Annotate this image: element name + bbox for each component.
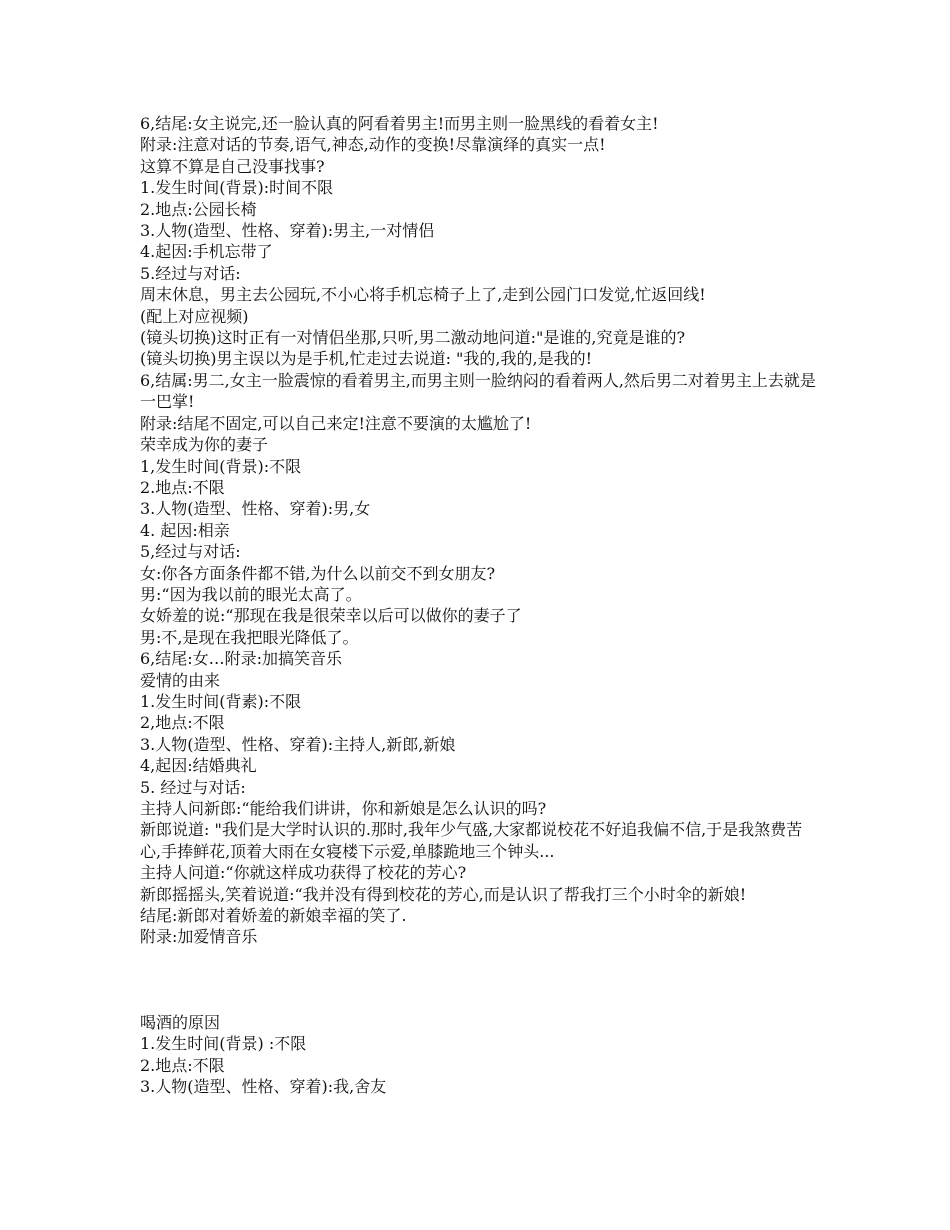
text-line: 2.地点:不限 — [140, 477, 225, 497]
text-line: 2.地点:公园长椅 — [140, 199, 257, 219]
text-line: 6,结尾:女…附录:加搞笑音乐 — [140, 649, 343, 669]
text-line: 周末休息，男主去公园玩,不小心将手机忘椅子上了,走到公园门口发觉,忙返回线! — [140, 285, 706, 305]
text-line: 1.发生时间(背素):不限 — [140, 691, 302, 711]
text-line: 3.人物(造型、性格、穿着):男主,一对情侣 — [140, 221, 435, 241]
text-line: 这算不算是自己没事找事? — [140, 156, 325, 176]
text-line: 主持人问道:“你就这样成功获得了校花的芳心? — [140, 863, 467, 883]
text-line: 6,结尾:女主说完,还一脸认真的阿看着男主!而男主则一脸黑线的看着女主! — [140, 114, 659, 133]
text-line: 1.发生时间(背景) :不限 — [140, 1034, 307, 1054]
text-line: 附录:结尾不固定,可以自己来定!注意不要演的太尴尬了! — [140, 413, 532, 433]
text-line: 附录:加爱情音乐 — [140, 927, 258, 947]
text-line: 喝酒的原因 — [140, 1012, 221, 1032]
text-line: 女:你各方面条件都不错,为什么以前交不到女朋友? — [140, 563, 496, 583]
text-line: 5,经过与对话: — [140, 542, 241, 562]
text-line: 3.人物(造型、性格、穿着):主持人,新郎,新娘 — [140, 734, 456, 754]
text-line: 2.地点:不限 — [140, 1055, 225, 1075]
text-line: 男:“因为我以前的眼光太高了。 — [140, 584, 362, 604]
text-line: 结尾:新郎对着娇羞的新娘幸福的笑了. — [140, 906, 407, 926]
text-line: 5.经过与对话: — [140, 263, 241, 283]
document-page — [140, 113, 820, 1097]
text-line: 主持人问新郎:“能给我们讲讲，你和新娘是怎么认识的吗? — [140, 799, 547, 818]
document-block-drinking-reason — [140, 1012, 820, 1098]
text-line: 爱情的由来 — [140, 670, 221, 690]
text-line: 5. 经过与对话: — [140, 777, 246, 797]
text-line: 2,地点:不限 — [140, 713, 225, 733]
text-line: 4,起因:结婚典礼 — [140, 756, 257, 776]
section-gap — [140, 948, 820, 1012]
text-line: 附录:注意对话的节奏,语气,神态,动作的变换!尽靠演绎的真实一点! — [140, 135, 606, 155]
text-line: 男:不,是现在我把眼光降低了。 — [140, 627, 359, 647]
text-line: 1,发生时间(背景):不限 — [140, 456, 302, 476]
text-line: 1.发生时间(背景):时间不限 — [140, 178, 334, 198]
text-line: 新郎摇摇头,笑着说道:“我并没有得到校花的芳心,而是认识了帮我打三个小时伞的新娘! — [140, 884, 747, 904]
text-line: (镜头切换)男主误以为是手机,忙走过去说道: "我的,我的,是我的! — [140, 349, 593, 369]
text-line: 3.人物(造型、性格、穿着):男,女 — [140, 499, 371, 519]
text-line: 新郎说道: "我们是大学时认识的.那时,我年少气盛,大家都说校花不好追我偏不信,于是我煞费苦心,手捧鲜花,顶着大雨在女寝楼下示爱,单膝跪地三个钟头... — [140, 820, 803, 861]
text-line: 3.人物(造型、性格、穿着):我,舍友 — [140, 1077, 387, 1097]
text-line: 4. 起因:相亲 — [140, 520, 230, 540]
text-line: 4.起因:手机忘带了 — [140, 242, 273, 262]
text-line: (镜头切换)这时正有一对情侣坐那,只听,男二激动地问道:"是谁的,究竟是谁的? — [140, 328, 686, 348]
document-block-scripts — [140, 113, 820, 948]
text-line: (配上对应视频) — [140, 306, 249, 326]
text-line: 6,结属:男二,女主一脸震惊的看着男主,而男主则一脸纳闷的看着两人,然后男二对着男主上去就是一巴掌! — [140, 370, 816, 412]
text-line: 女娇羞的说:“那现在我是很荣幸以后可以做你的妻子了 — [140, 606, 522, 626]
text-line: 荣幸成为你的妻子 — [140, 435, 269, 455]
